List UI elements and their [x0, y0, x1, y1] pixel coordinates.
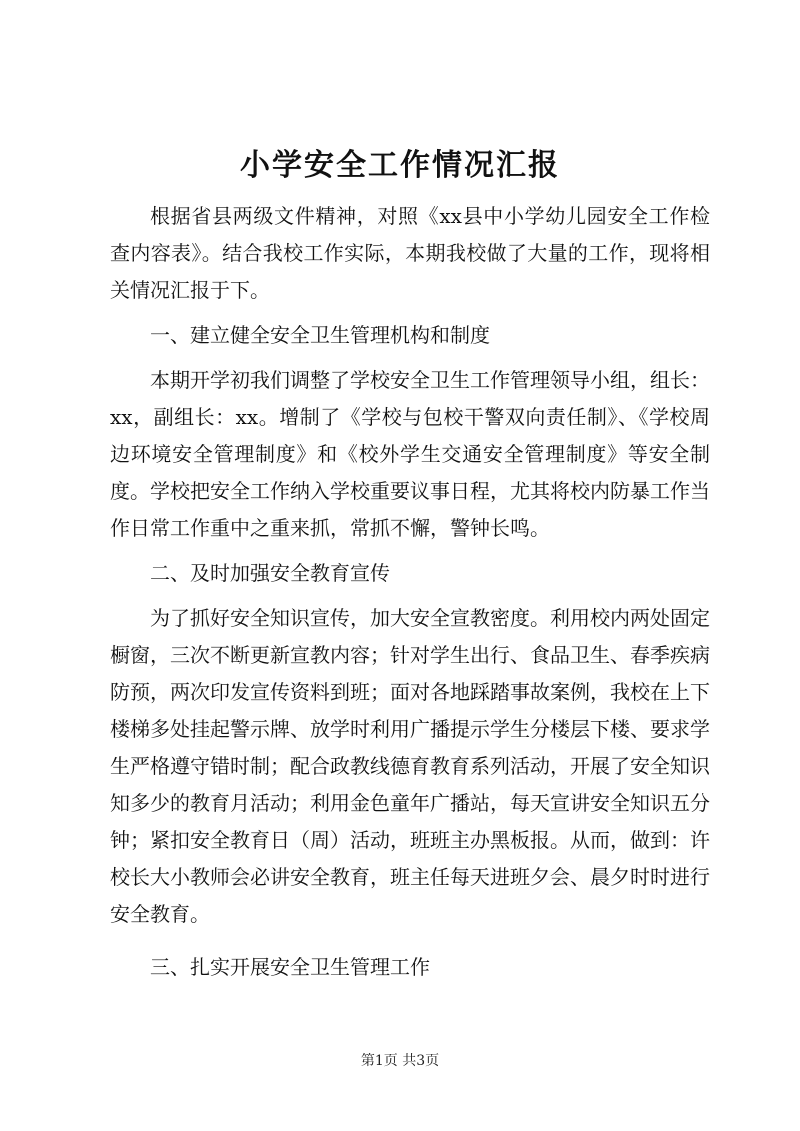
page-title: 小学安全工作情况汇报	[240, 148, 560, 183]
page-number-footer: 第1页 共3页	[360, 1053, 440, 1069]
section-1-paragraph: 本期开学初我们调整了学校安全卫生工作管理领导小组，组长：xx，副组长：xx。增制了《学校与包校干警双向责任制》、《学校周边环境安全管理制度》和《校外学生交通安全管理制度》等安全制度。学校把安全工作纳入学校重要议事日程，尤其将校内防暴工作当作日常工作重中之重来抓，常抓不懈，警钟长鸣。	[110, 368, 710, 540]
intro-paragraph: 根据省县两级文件精神，对照《xx县中小学幼儿园安全工作检查内容表》。结合我校工作实际，本期我校做了大量的工作，现将相关情况汇报于下。	[110, 204, 710, 302]
section-2-paragraph: 为了抓好安全知识宣传，加大安全宣教密度。利用校内两处固定橱窗，三次不断更新宣教内容；针对学生出行、食品卫生、春季疾病防预，两次印发宣传资料到班；面对各地踩踏事故案例，我校在上下楼梯多处挂起警示牌、放学时利用广播提示学生分楼层下楼、要求学生严格遵守错时制；配合政教线德育教育系列活动，开展了安全知识知多少的教育月活动；利用金色童年广播站，每天宣讲安全知识五分钟；紧扣安全教育日（周）活动，班班主办黑板报。从而，做到：许校长大小教师会必讲安全教育，班主任每天进班夕会、晨夕时时进行安全教育。	[110, 606, 710, 926]
section-1-heading: 一、建立健全安全卫生管理机构和制度	[150, 323, 490, 347]
section-3-heading: 三、扎实开展安全卫生管理工作	[150, 955, 430, 979]
section-2-heading: 二、及时加强安全教育宣传	[150, 561, 390, 585]
document-body	[110, 198, 710, 994]
